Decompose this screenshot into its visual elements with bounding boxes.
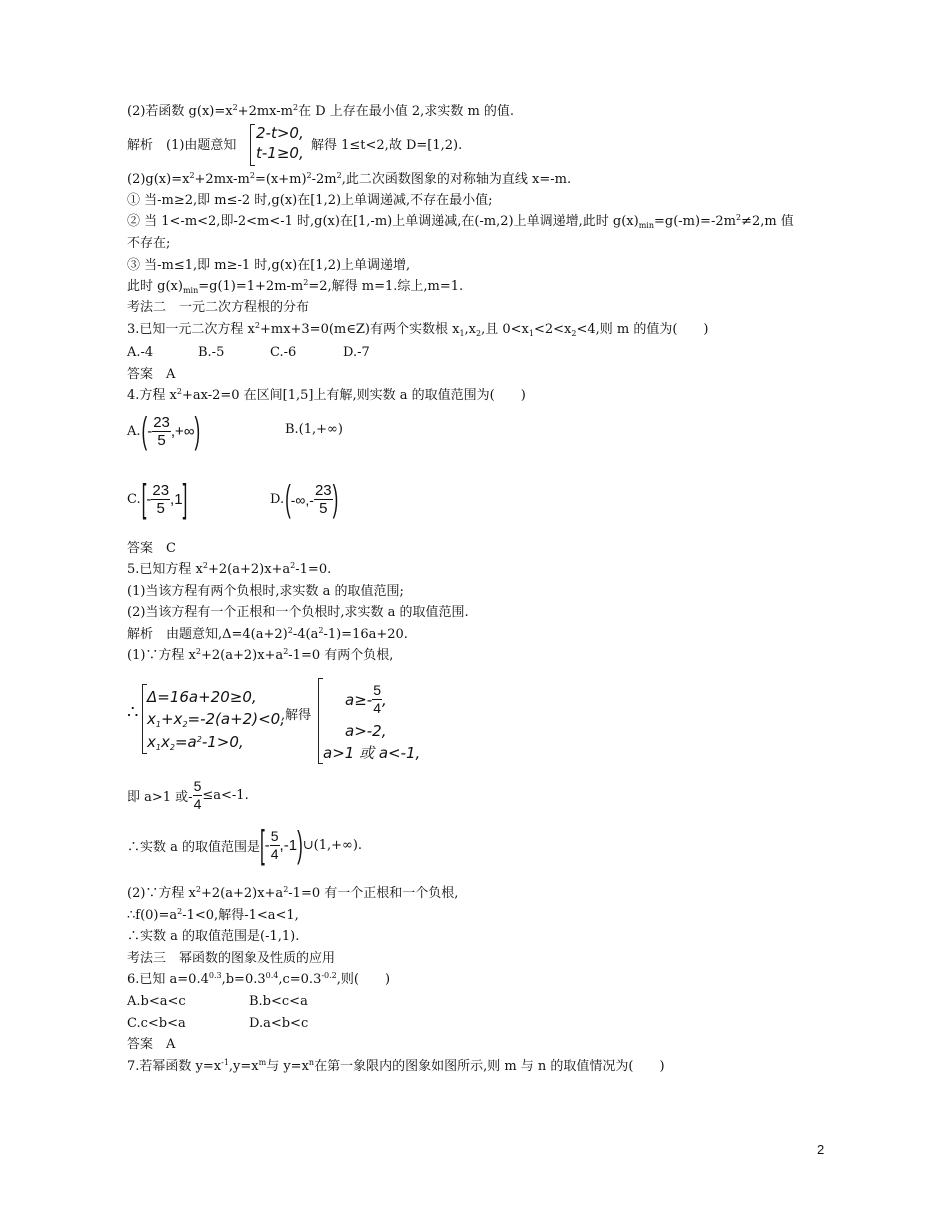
- question-3: 3.已知一元二次方程 $x^2+mx+3=0(m\in Z)$有两个实数根 $x_1,x_2$,且 $0<x_1<2<x_2<4$,则 m 的值为( ): [127, 321, 709, 338]
- q4-option-d: D. ( -∞,- $\frac{23}{5}$ ): [270, 482, 338, 517]
- question-5-part-2: (2)当该方程有一个正根和一个负根时,求实数 a 的取值范围.: [127, 605, 469, 620]
- system-3-row-2: a>-2,: [345, 722, 387, 740]
- therefore-symbol: ∴: [127, 702, 139, 723]
- system-1-row-2: t-1≥0,: [256, 144, 304, 162]
- paren-open: (: [141, 409, 148, 452]
- solution-1-label: 解析 (1)由题意知: [127, 138, 237, 153]
- q3-option-c: C.-6: [270, 345, 297, 360]
- paren-close: ): [332, 477, 339, 520]
- q4-option-a: A. ( - $\frac{23}{5}$ ,+∞ ): [127, 414, 200, 449]
- question-7: 7.若幂函数 $y=x^{-1},y=x^m$与 $y=x^n$在第一象限内的图象如图所示,则 m 与 n 的取值情况为( ): [127, 1058, 665, 1074]
- system-3-row-1: a≥- $\frac{5}{4}$ ,: [345, 682, 387, 716]
- paren-close: ): [194, 409, 201, 452]
- answer-4: 答案 C: [127, 541, 176, 556]
- option-label: A.: [127, 424, 141, 439]
- section-heading-3: 考法三 幂函数的图象及性质的应用: [127, 951, 336, 966]
- case-2: ② 当 1<-m<2,即-2<m<-1 时,g(x)在[1,-m)上单调递减,在(-m,2)上单调递增,此时 $g(x)_{min}=g(-m)=-2m^2\ne 2,m$ 值: [127, 213, 794, 230]
- system-2-row-1: Δ=16a+20≥0,: [147, 688, 257, 706]
- solution-5-intro: 解析 由题意知$,\Delta=4(a+2)^2-4(a^2-1)=16a+20$.: [127, 626, 408, 642]
- solution-1-result: 解得 1≤t<2,故 D=[1,2).: [311, 138, 463, 153]
- paren-open: (: [285, 477, 291, 520]
- range-result-1: ∴实数 a 的取值范围是 [ - $\frac{5}{4}$ ,-1 ) ∪(1,+∞).: [127, 828, 362, 863]
- bracket-close: ]: [182, 476, 188, 521]
- solution-5-part-1: (1)∵方程 $x^2+2(a+2)x+a^2-1=0$ 有两个负根,: [127, 647, 394, 663]
- system-3-row-3: a>1 或 a<-1,: [323, 744, 421, 762]
- q6-option-b: B.b<c<a: [249, 994, 308, 1009]
- case-3-result: 此时 $g(x)_{min}=g(1)=1+2m-m^2=2$,解得 m=1.综上,m=1.: [127, 278, 464, 295]
- case-3: ③ 当-m≤1,即 m≥-1 时,g(x)在[1,2)上单调递增,: [127, 258, 411, 273]
- system-1-row-1: 2-t>0,: [256, 124, 304, 142]
- fraction: $\frac{23}{5}$: [314, 482, 332, 517]
- left-brace: [250, 124, 255, 166]
- fraction: $\frac{5}{4}$: [270, 828, 279, 862]
- fraction: $\frac{5}{4}$: [373, 682, 381, 716]
- option-label: D.: [270, 492, 285, 507]
- q4-option-b: B.(1,+∞): [285, 422, 343, 437]
- answer-6: 答案 A: [127, 1037, 176, 1052]
- solve-label: ,解得: [281, 708, 312, 723]
- answer-3: 答案 A: [127, 367, 176, 382]
- system-2-row-2: $x_1+x_2=-2(a+2)<0$,: [147, 710, 285, 729]
- system-2-row-3: $x_1x_2=a^2-1>0$,: [147, 733, 244, 752]
- q3-option-a: A.-4: [127, 345, 154, 360]
- question-5: 5.已知方程 $x^2+2(a+2)x+a^2-1=0$.: [127, 561, 332, 577]
- q6-option-d: D.a<b<c: [249, 1016, 309, 1031]
- case-2-continued: 不存在;: [127, 236, 171, 251]
- page-number: 2: [817, 1142, 825, 1157]
- f0-condition: $\therefore f(0)=a^2-1<0$,解得-1<a<1,: [127, 907, 299, 923]
- q6-option-c: C.c<b<a: [127, 1016, 186, 1031]
- solution-5-part-2: (2)∵方程 $x^2+2(a+2)x+a^2-1=0$ 有一个正根和一个负根,: [127, 885, 459, 901]
- fraction: $\frac{5}{4}$: [193, 778, 202, 812]
- q6-option-a: A.b<a<c: [127, 994, 186, 1009]
- question-6: 6.已知 $a=0.4^{0.3},b=0.3^{0.4},c=0.3^{-0.2}$,则( ): [127, 971, 391, 987]
- question-5-part-1: (1)当该方程有两个负根时,求实数 a 的取值范围;: [127, 584, 404, 599]
- bracket-open: [: [141, 476, 147, 521]
- question-4: 4.方程 $x^2+ax-2=0$ 在区间[1,5]上有解,则实数 a 的取值范围为( ): [127, 387, 526, 403]
- bracket-open: [: [260, 822, 265, 867]
- fraction: $\frac{23}{5}$: [152, 482, 170, 517]
- problem-2-statement: (2)若函数 $g(x)=x^2+2mx-m^2$在 D 上存在最小值 2,求实数 m 的值.: [127, 103, 515, 119]
- range-result-2: ∴实数 a 的取值范围是(-1,1).: [127, 929, 300, 944]
- paren-close: ): [297, 823, 303, 866]
- fraction: $\frac{23}{5}$: [153, 414, 170, 449]
- solution-2-intro: $(2)g(x)=x^2+2mx-m^2=(x+m)^2-2m^2$,此二次函数图象的对称轴为直线 x=-m.: [127, 171, 572, 187]
- option-label: C.: [127, 492, 141, 507]
- case-1: ① 当-m≥2,即 m≤-2 时,g(x)在[1,2)上单调递减,不存在最小值;: [127, 193, 493, 208]
- section-heading-2: 考法二 一元二次方程根的分布: [127, 300, 310, 315]
- q3-option-b: B.-5: [198, 345, 225, 360]
- q4-option-c: C. [ - $\frac{23}{5}$ ,1 ]: [127, 482, 187, 517]
- q3-option-d: D.-7: [343, 345, 370, 360]
- range-interim: 即 a>1 或- $\frac{5}{4}$ ≤a<-1.: [127, 778, 249, 812]
